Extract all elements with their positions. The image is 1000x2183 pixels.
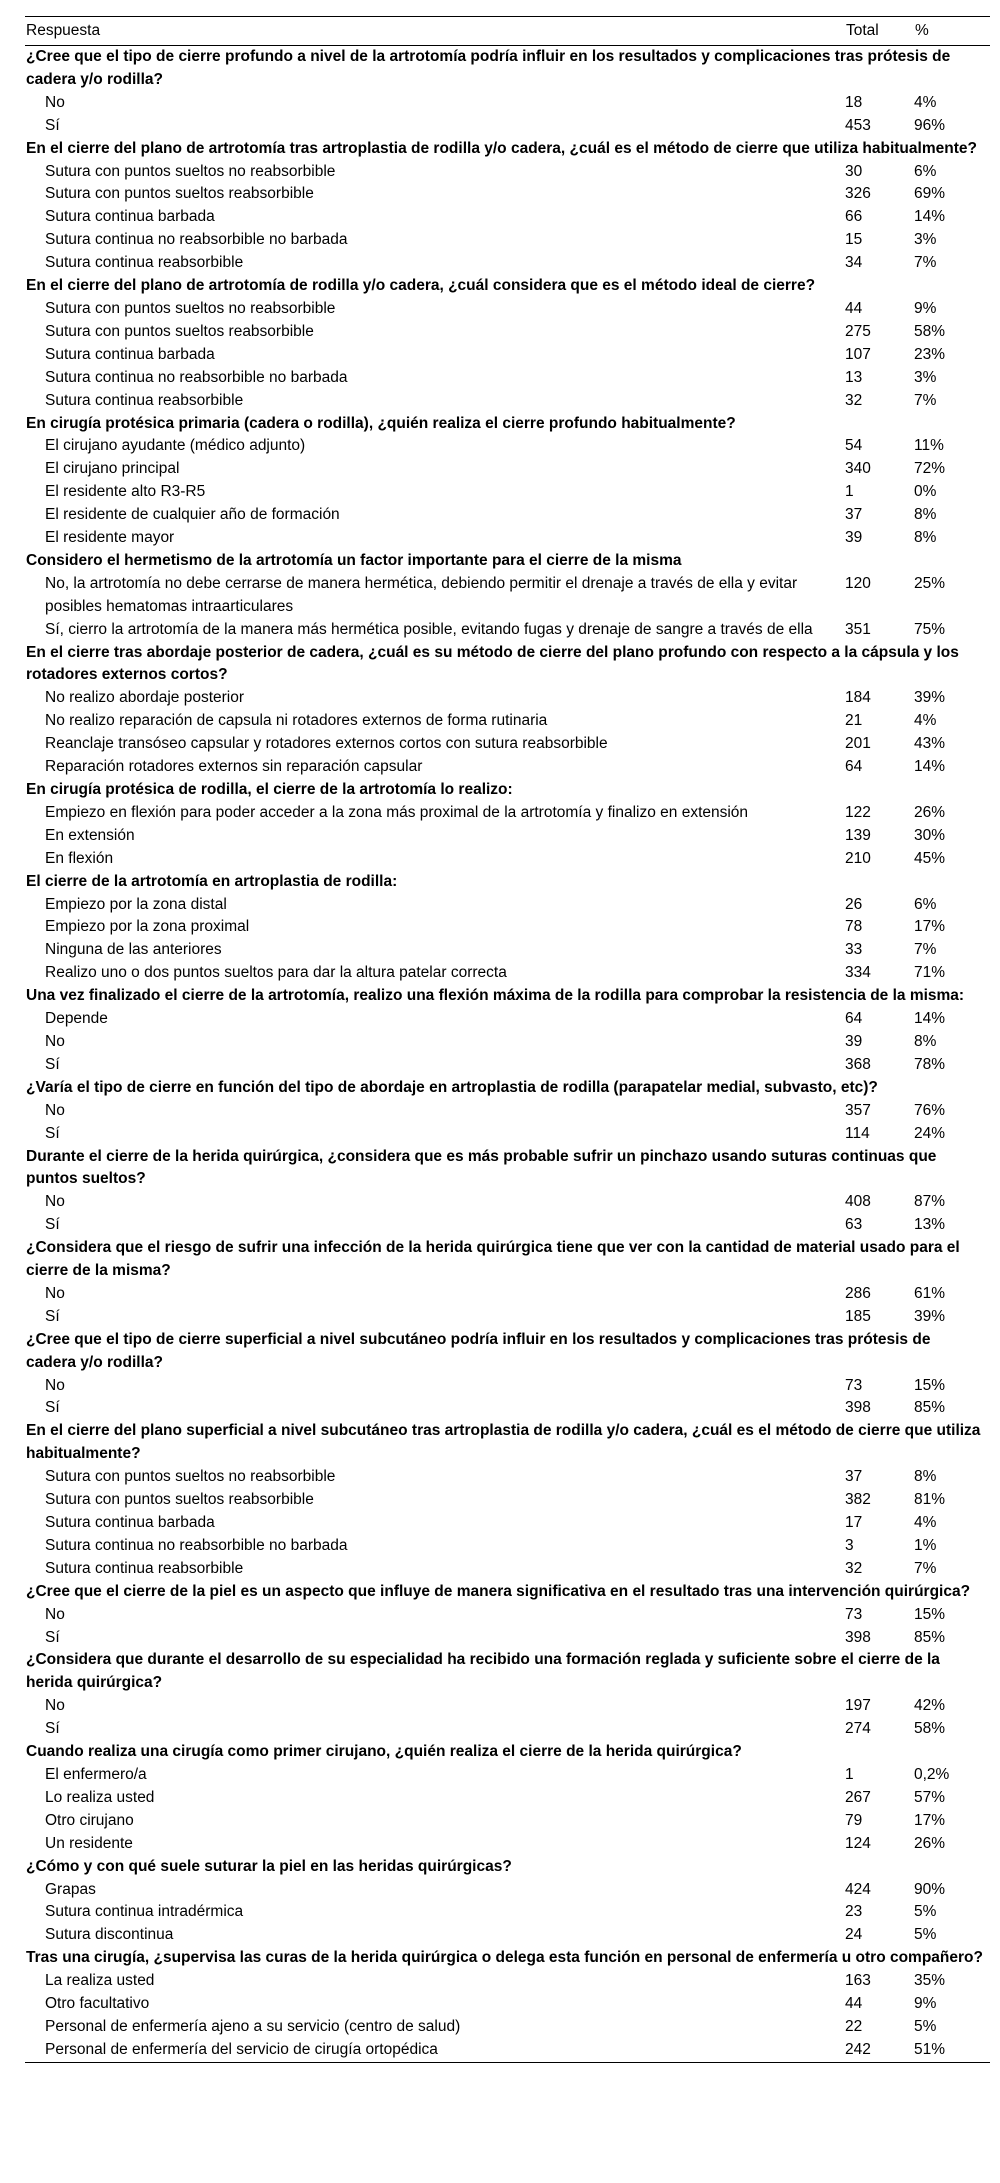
- answer-total: 368: [845, 1055, 871, 1073]
- answer-label: Personal de enfermería ajeno a su servicio (centro de salud): [45, 2017, 461, 2035]
- answer-percent: 9%: [914, 299, 937, 317]
- answer-row: [25, 1901, 990, 1924]
- answer-percent: 1%: [914, 1536, 937, 1554]
- question-row: [25, 1741, 990, 1764]
- answer-row: [25, 344, 990, 367]
- answer-total: 39: [845, 529, 863, 547]
- answer-label: Empiezo en flexión para poder acceder a la zona más proximal de la artrotomía y finalizo en extensión: [45, 803, 749, 821]
- answer-percent: 26%: [914, 1834, 946, 1852]
- question-text: ¿Cree que el tipo de cierre profundo a nivel de la artrotomía podría influir en los resultados y complicaciones tras prótesis de cadera y/o rodilla?: [26, 48, 951, 88]
- answer-percent: 51%: [914, 2039, 990, 2062]
- answer-label: Sutura continua barbada: [45, 345, 215, 363]
- answer-label: Sutura con puntos sueltos no reabsorbible: [45, 299, 336, 317]
- answer-row: [25, 2039, 990, 2062]
- answer-label: Ninguna de las anteriores: [45, 941, 222, 959]
- answer-row: [25, 1375, 990, 1398]
- answer-label: Depende: [45, 1010, 108, 1028]
- answer-percent: 6%: [914, 895, 937, 913]
- answer-label: Sutura con puntos sueltos no reabsorbible: [45, 162, 336, 180]
- answer-percent: 75%: [914, 620, 946, 638]
- answer-total: 44: [845, 1995, 863, 2013]
- answer-row: [25, 1924, 990, 1947]
- answer-row: [25, 1810, 990, 1833]
- answer-total: 242: [845, 2039, 914, 2062]
- answer-total: 37: [845, 506, 863, 524]
- question-text: Tras una cirugía, ¿supervisa las curas de la herida quirúrgica o delega esta función en personal de enfermería u otro compañero?: [26, 1949, 983, 1967]
- question-row: [25, 1077, 990, 1100]
- question-row: [25, 1237, 990, 1283]
- answer-row: [25, 458, 990, 481]
- answer-total: 18: [845, 93, 863, 111]
- answer-row: [25, 435, 990, 458]
- question-row: [25, 1856, 990, 1879]
- answer-row: [25, 1100, 990, 1123]
- answer-row: [25, 962, 990, 985]
- question-row: [25, 1581, 990, 1604]
- question-text: El cierre de la artrotomía en artroplastia de rodilla:: [26, 872, 398, 890]
- answer-total: 44: [845, 299, 863, 317]
- answer-percent: 8%: [914, 1032, 937, 1050]
- answer-percent: 14%: [914, 758, 946, 776]
- question-text: ¿Cómo y con qué suele suturar la piel en las heridas quirúrgicas?: [26, 1857, 512, 1875]
- question-row: [25, 642, 990, 688]
- answer-percent: 4%: [914, 93, 937, 111]
- answer-label: El enfermero/a: [45, 1765, 147, 1783]
- answer-row: [25, 756, 990, 779]
- header-percent: %: [914, 17, 990, 46]
- answer-total: 64: [845, 758, 863, 776]
- header-row: [25, 17, 990, 46]
- answer-total: 201: [845, 735, 871, 753]
- answer-total: 334: [845, 964, 871, 982]
- answer-row: [25, 1397, 990, 1420]
- answer-total: 114: [845, 1124, 870, 1142]
- answer-total: 275: [845, 322, 871, 340]
- answer-percent: 39%: [914, 689, 946, 707]
- answer-percent: 13%: [914, 1216, 946, 1234]
- answer-percent: 78%: [914, 1055, 946, 1073]
- answer-label: No: [45, 93, 65, 111]
- answer-row: [25, 1787, 990, 1810]
- answer-label: Sutura con puntos sueltos reabsorbible: [45, 322, 314, 340]
- answer-label: Sutura continua no reabsorbible no barbada: [45, 231, 348, 249]
- question-text: Durante el cierre de la herida quirúrgica, ¿considera que es más probable sufrir un pinchazo usando suturas continuas que puntos sueltos?: [26, 1147, 937, 1188]
- answer-label: Sutura continua reabsorbible: [45, 1559, 244, 1577]
- answer-label: Personal de enfermería del servicio de cirugía ortopédica: [25, 2039, 845, 2062]
- answer-row: [25, 1191, 990, 1214]
- answer-label: El cirujano principal: [45, 460, 180, 478]
- answer-percent: 42%: [914, 1697, 946, 1715]
- answer-row: [25, 916, 990, 939]
- answer-row: [25, 1283, 990, 1306]
- answer-row: [25, 298, 990, 321]
- answer-label: Realizo uno o dos puntos sueltos para dar la altura patelar correcta: [45, 964, 507, 982]
- answer-percent: 69%: [914, 185, 946, 203]
- question-row: [25, 550, 990, 573]
- answer-label: Sí: [45, 1628, 60, 1646]
- answer-row: [25, 1008, 990, 1031]
- answer-percent: 17%: [914, 918, 946, 936]
- answer-total: 185: [845, 1307, 871, 1325]
- answer-row: [25, 939, 990, 962]
- answer-row: [25, 802, 990, 825]
- answer-row: [25, 1306, 990, 1329]
- answer-percent: 8%: [914, 1468, 937, 1486]
- answer-percent: 7%: [914, 941, 937, 959]
- answer-percent: 58%: [914, 1720, 946, 1738]
- question-text: En cirugía protésica de rodilla, el cierre de la artrotomía lo realizo:: [26, 781, 513, 798]
- answer-total: 424: [845, 1880, 871, 1898]
- answer-label: Sí: [45, 1399, 60, 1417]
- answer-total: 398: [845, 1628, 871, 1646]
- answer-label: Empiezo por la zona distal: [45, 895, 227, 913]
- answer-label: No: [45, 1376, 65, 1394]
- answer-row: [25, 1512, 990, 1535]
- answer-total: 21: [845, 712, 863, 730]
- answer-total: 453: [845, 116, 871, 134]
- question-text: En el cierre del plano superficial a nivel subcutáneo tras artroplastia de rodilla y/o cadera, ¿cuál es el método de cierre que utiliza habitualmente?: [26, 1422, 981, 1463]
- answer-percent: 6%: [914, 162, 937, 180]
- answer-label: Reparación rotadores externos sin reparación capsular: [45, 758, 423, 776]
- answer-row: [25, 183, 990, 206]
- answer-percent: 35%: [914, 1972, 946, 1990]
- answer-percent: 39%: [914, 1307, 946, 1325]
- answer-percent: 17%: [914, 1811, 946, 1829]
- answer-percent: 8%: [914, 506, 937, 524]
- question-text: ¿Varía el tipo de cierre en función del tipo de abordaje en artroplastia de rodilla (parapatelar medial, subvasto, etc)?: [26, 1078, 878, 1096]
- answer-percent: 76%: [914, 1101, 946, 1119]
- answer-row: [25, 252, 990, 275]
- answer-label: Sutura con puntos sueltos reabsorbible: [45, 1491, 314, 1509]
- answer-row: [25, 1718, 990, 1741]
- answer-row: [25, 1466, 990, 1489]
- answer-total: 408: [845, 1193, 871, 1211]
- answer-row: [25, 390, 990, 413]
- answer-label: No: [45, 1193, 65, 1211]
- answer-row: [25, 1489, 990, 1512]
- answer-percent: 57%: [914, 1788, 946, 1806]
- answer-total: 78: [845, 918, 863, 936]
- answer-label: Sutura continua barbada: [45, 208, 215, 226]
- question-text: En cirugía protésica primaria (cadera o rodilla), ¿quién realiza el cierre profundo habitualmente?: [26, 414, 736, 432]
- answer-row: [25, 619, 990, 642]
- question-row: [25, 46, 990, 92]
- answer-percent: 87%: [914, 1193, 946, 1211]
- question-row: [25, 1146, 990, 1192]
- answer-label: Sí: [45, 1124, 60, 1142]
- question-row: [25, 779, 990, 802]
- answer-row: [25, 1833, 990, 1856]
- question-text: En el cierre del plano de artrotomía de rodilla y/o cadera, ¿cuál considera que es el método ideal de cierre?: [26, 277, 816, 295]
- answer-percent: 72%: [914, 460, 946, 478]
- answer-row: [25, 1604, 990, 1627]
- answer-total: 23: [845, 1903, 863, 1921]
- answer-total: 267: [845, 1788, 871, 1806]
- answer-label: Sutura continua no reabsorbible no barbada: [45, 1536, 348, 1554]
- answer-total: 184: [845, 689, 871, 707]
- answer-percent: 45%: [914, 849, 946, 867]
- question-text: En el cierre tras abordaje posterior de cadera, ¿cuál es su método de cierre del plano profundo con respecto a la cápsula y los rotadores externos cortos?: [26, 643, 959, 684]
- answer-row: [25, 206, 990, 229]
- answer-percent: 8%: [914, 529, 937, 547]
- answer-total: 382: [845, 1491, 871, 1509]
- question-row: [25, 275, 990, 298]
- answer-label: No realizo abordaje posterior: [45, 689, 245, 707]
- answer-row: [25, 115, 990, 138]
- answer-total: 15: [845, 231, 863, 249]
- answer-percent: 14%: [914, 208, 946, 226]
- answer-total: 163: [845, 1972, 871, 1990]
- answer-row: [25, 1695, 990, 1718]
- answer-percent: 7%: [914, 391, 937, 409]
- question-text: ¿Considera que durante el desarrollo de su especialidad ha recibido una formación reglada y suficiente sobre el cierre de la herida quirúrgica?: [26, 1651, 940, 1692]
- answer-row: [25, 1031, 990, 1054]
- answer-row: [25, 848, 990, 871]
- question-text: En el cierre del plano de artrotomía tras artroplastia de rodilla y/o cadera, ¿cuál es el método de cierre que utiliza habitualmente?: [26, 139, 977, 157]
- answer-total: 357: [845, 1101, 871, 1119]
- answer-total: 107: [845, 345, 871, 363]
- answer-label: No realizo reparación de capsula ni rotadores externos de forma rutinaria: [45, 712, 548, 730]
- answer-label: Sí: [45, 1216, 60, 1234]
- answer-total: 17: [845, 1514, 863, 1531]
- question-row: [25, 871, 990, 894]
- answer-row: [25, 1970, 990, 1993]
- answer-percent: 9%: [914, 1995, 937, 2013]
- question-row: [25, 1420, 990, 1466]
- answer-total: 197: [845, 1697, 871, 1715]
- answer-total: 398: [845, 1399, 871, 1417]
- answer-row: [25, 229, 990, 252]
- answer-row: [25, 367, 990, 390]
- answer-total: 340: [845, 460, 871, 478]
- answer-percent: 15%: [914, 1605, 946, 1623]
- answer-total: 274: [845, 1720, 871, 1738]
- answer-total: 22: [845, 2017, 863, 2035]
- answer-percent: 96%: [914, 116, 946, 134]
- answer-percent: 5%: [914, 1926, 937, 1944]
- survey-results-table: [25, 16, 990, 2063]
- answer-percent: 85%: [914, 1628, 946, 1646]
- answer-row: [25, 710, 990, 733]
- answer-row: [25, 1993, 990, 2016]
- answer-label: No, la artrotomía no debe cerrarse de manera hermética, debiendo permitir el drenaje a través de ella y evitar posibles hematomas intraarticulares: [45, 574, 798, 615]
- answer-label: Lo realiza usted: [45, 1788, 155, 1806]
- answer-row: [25, 1558, 990, 1581]
- question-text: Una vez finalizado el cierre de la artrotomía, realizo una flexión máxima de la rodilla para comprobar la resistencia de la misma:: [26, 987, 965, 1005]
- header-respuesta: Respuesta: [25, 17, 845, 46]
- answer-label: Grapas: [45, 1880, 96, 1898]
- answer-total: 30: [845, 162, 863, 180]
- answer-percent: 43%: [914, 735, 946, 753]
- answer-label: Sutura continua reabsorbible: [45, 254, 244, 272]
- answer-percent: 24%: [914, 1124, 946, 1142]
- question-row: [25, 138, 990, 161]
- answer-percent: 5%: [914, 1903, 937, 1921]
- answer-label: El residente mayor: [45, 529, 175, 547]
- answer-total: 34: [845, 254, 863, 272]
- answer-total: 54: [845, 437, 863, 455]
- answer-label: No: [45, 1605, 65, 1623]
- answer-label: No: [45, 1284, 65, 1302]
- answer-label: En flexión: [45, 849, 114, 867]
- answer-label: En extensión: [45, 826, 135, 844]
- answer-total: 73: [845, 1376, 863, 1394]
- answer-row: [25, 687, 990, 710]
- answer-label: Sí: [45, 116, 60, 134]
- answer-label: Sí: [45, 1055, 60, 1073]
- answer-label: Sí, cierro la artrotomía de la manera más hermética posible, evitando fugas y drenaje de sangre a través de ella: [45, 620, 813, 638]
- answer-label: La realiza usted: [45, 1972, 155, 1990]
- answer-total: 120: [845, 574, 871, 592]
- answer-percent: 26%: [914, 803, 946, 821]
- answer-label: Sutura continua intradérmica: [45, 1903, 244, 1921]
- answer-row: [25, 1764, 990, 1787]
- answer-percent: 23%: [914, 345, 946, 363]
- answer-row: [25, 527, 990, 550]
- answer-label: Reanclaje transóseo capsular y rotadores externos cortos con sutura reabsorbible: [45, 735, 608, 753]
- question-text: ¿Cree que el cierre de la piel es un aspecto que influye de manera significativa en el resultado tras una intervención quirúrgica?: [26, 1582, 971, 1600]
- answer-label: Empiezo por la zona proximal: [45, 918, 250, 936]
- answer-percent: 3%: [914, 368, 937, 386]
- answer-label: El residente de cualquier año de formación: [45, 506, 340, 524]
- answer-percent: 4%: [914, 1514, 937, 1531]
- answer-label: Sí: [45, 1720, 60, 1738]
- answer-total: 32: [845, 391, 863, 409]
- question-row: [25, 1947, 990, 1970]
- answer-percent: 0,2%: [914, 1765, 950, 1783]
- question-row: [25, 1649, 990, 1695]
- answer-label: No: [45, 1032, 65, 1050]
- answer-label: Sutura continua no reabsorbible no barbada: [45, 368, 348, 386]
- answer-label: Otro facultativo: [45, 1995, 150, 2013]
- answer-row: [25, 733, 990, 756]
- answer-label: Sutura con puntos sueltos no reabsorbible: [45, 1468, 336, 1486]
- answer-row: [25, 481, 990, 504]
- answer-percent: 15%: [914, 1376, 946, 1394]
- answer-total: 286: [845, 1284, 871, 1302]
- answer-percent: 61%: [914, 1284, 946, 1302]
- answer-percent: 85%: [914, 1399, 946, 1417]
- answer-percent: 30%: [914, 826, 946, 844]
- answer-percent: 7%: [914, 254, 937, 272]
- survey-table-container: [25, 16, 990, 2063]
- answer-total: 26: [845, 895, 863, 913]
- question-row: [25, 985, 990, 1008]
- answer-percent: 0%: [914, 483, 937, 501]
- answer-row: [25, 894, 990, 917]
- table-body: [25, 46, 990, 2063]
- answer-row: [25, 2016, 990, 2039]
- question-text: ¿Considera que el riesgo de sufrir una infección de la herida quirúrgica tiene que ver con la cantidad de material usado para el cierre de la misma?: [26, 1239, 960, 1280]
- answer-percent: 81%: [914, 1491, 946, 1509]
- answer-total: 3: [845, 1536, 854, 1554]
- answer-total: 66: [845, 208, 863, 226]
- answer-label: Sutura con puntos sueltos reabsorbible: [45, 185, 314, 203]
- answer-total: 73: [845, 1605, 863, 1623]
- answer-label: El cirujano ayudante (médico adjunto): [45, 437, 306, 455]
- answer-total: 37: [845, 1468, 863, 1486]
- answer-total: 63: [845, 1216, 863, 1234]
- answer-row: [25, 573, 990, 619]
- answer-label: No: [45, 1101, 65, 1119]
- answer-row: [25, 1535, 990, 1558]
- answer-row: [25, 1123, 990, 1146]
- answer-label: Sí: [45, 1307, 60, 1325]
- question-row: [25, 1329, 990, 1375]
- answer-percent: 11%: [914, 437, 944, 455]
- answer-total: 64: [845, 1010, 863, 1028]
- answer-total: 39: [845, 1032, 863, 1050]
- answer-row: [25, 321, 990, 344]
- answer-label: Otro cirujano: [45, 1811, 134, 1829]
- answer-total: 326: [845, 185, 871, 203]
- answer-percent: 58%: [914, 322, 946, 340]
- answer-total: 13: [845, 368, 863, 386]
- answer-total: 33: [845, 941, 863, 959]
- answer-row: [25, 825, 990, 848]
- answer-total: 124: [845, 1834, 871, 1852]
- answer-row: [25, 504, 990, 527]
- answer-row: [25, 1627, 990, 1650]
- answer-row: [25, 1879, 990, 1902]
- answer-label: Un residente: [45, 1834, 133, 1852]
- answer-total: 24: [845, 1926, 863, 1944]
- answer-row: [25, 1054, 990, 1077]
- answer-label: Sutura discontinua: [45, 1926, 174, 1944]
- question-row: [25, 413, 990, 436]
- question-text: Cuando realiza una cirugía como primer cirujano, ¿quién realiza el cierre de la herida quirúrgica?: [26, 1743, 742, 1761]
- answer-percent: 25%: [914, 574, 946, 592]
- answer-total: 1: [845, 1765, 854, 1783]
- answer-row: [25, 1214, 990, 1237]
- answer-total: 139: [845, 826, 871, 844]
- answer-row: [25, 92, 990, 115]
- answer-total: 1: [845, 483, 854, 501]
- answer-percent: 4%: [914, 712, 937, 730]
- answer-row: [25, 161, 990, 184]
- answer-percent: 71%: [914, 964, 946, 982]
- answer-percent: 3%: [914, 231, 937, 249]
- answer-total: 79: [845, 1811, 863, 1829]
- answer-total: 351: [845, 620, 871, 638]
- answer-total: 122: [845, 803, 871, 821]
- question-text: ¿Cree que el tipo de cierre superficial a nivel subcutáneo podría influir en los resultados y complicaciones tras prótesis de cadera y/o rodilla?: [26, 1330, 931, 1371]
- answer-percent: 7%: [914, 1559, 937, 1577]
- answer-label: No: [45, 1697, 65, 1715]
- answer-label: Sutura continua reabsorbible: [45, 391, 244, 409]
- header-total: Total: [845, 17, 914, 46]
- answer-percent: 14%: [914, 1010, 946, 1028]
- answer-total: 32: [845, 1559, 863, 1577]
- answer-label: El residente alto R3-R5: [45, 483, 206, 501]
- answer-label: Sutura continua barbada: [45, 1514, 215, 1531]
- table-header: [25, 17, 990, 46]
- answer-percent: 90%: [914, 1880, 946, 1898]
- answer-percent: 5%: [914, 2017, 937, 2035]
- question-text: Considero el hermetismo de la artrotomía un factor importante para el cierre de la misma: [26, 551, 682, 569]
- answer-total: 210: [845, 849, 871, 867]
